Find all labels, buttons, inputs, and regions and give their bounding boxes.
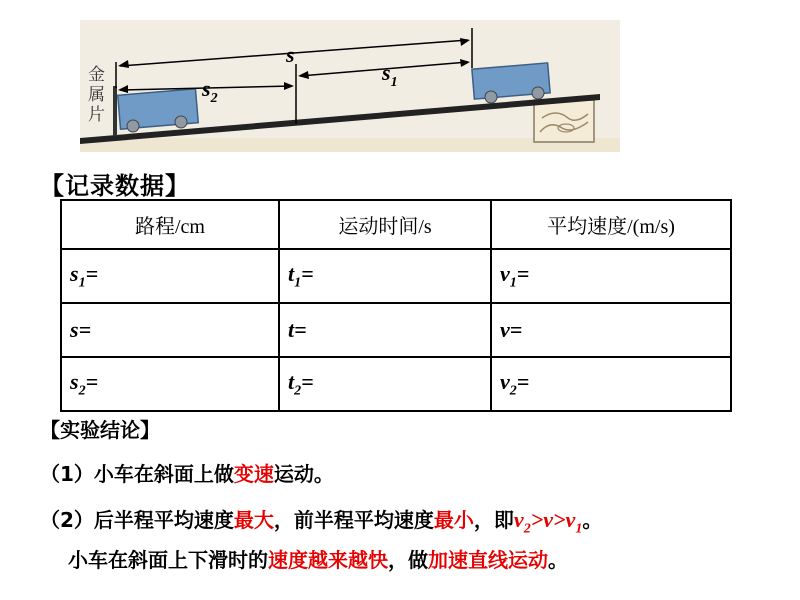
label-s1: $s_1$ xyxy=(382,60,398,90)
conclusion-title: 【实验结论】 xyxy=(40,418,160,442)
metal-label-2: 属 xyxy=(88,85,105,105)
header-speed: 平均速度/(m/s) xyxy=(491,200,731,249)
wood-block xyxy=(534,100,594,142)
metal-plate xyxy=(113,86,117,136)
conclusion-line-2: （2）后半程平均速度最大，前半程平均速度最小，即$v_2>v>v_1$。 xyxy=(40,507,603,537)
table-header-row xyxy=(61,200,731,249)
table-row xyxy=(61,357,731,411)
cell-s: s= xyxy=(61,303,279,357)
conclusion-line-1: （1）小车在斜面上做变速运动。 xyxy=(40,462,334,486)
data-table xyxy=(60,199,732,412)
header-time: 运动时间/s xyxy=(279,200,491,249)
incline-diagram xyxy=(80,20,620,152)
speed-inequality: $v_2>v>v_1$ xyxy=(513,507,583,537)
cell-v1: $v_1=$ xyxy=(491,249,731,303)
label-s: s xyxy=(286,42,295,67)
cell-v: v= xyxy=(491,303,731,357)
cell-t: t= xyxy=(279,303,491,357)
label-s2: $s_2$ xyxy=(202,76,218,106)
cell-s2: $s_2=$ xyxy=(61,357,279,411)
cell-t1: $t_1=$ xyxy=(279,249,491,303)
table-row xyxy=(61,303,731,357)
header-distance: 路程/cm xyxy=(61,200,279,249)
table-row xyxy=(61,249,731,303)
conclusion-line-3: 小车在斜面上下滑时的速度越来越快，做加速直线运动。 xyxy=(68,548,568,572)
cell-s1: $s_1=$ xyxy=(61,249,279,303)
cell-t2: $t_2=$ xyxy=(279,357,491,411)
metal-label-3: 片 xyxy=(88,105,105,125)
metal-label-1: 金 xyxy=(88,65,105,85)
record-data-title: 【记录数据】 xyxy=(40,172,190,200)
cart-bottom xyxy=(118,89,199,132)
cell-v2: $v_2=$ xyxy=(491,357,731,411)
